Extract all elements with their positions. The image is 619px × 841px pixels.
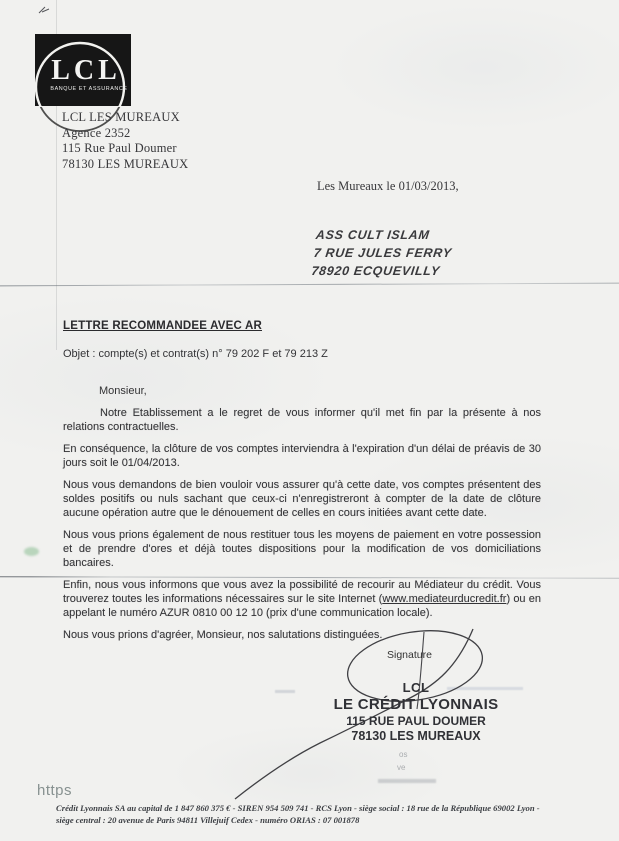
- sender-line-city: 78130 LES MUREAUX: [62, 156, 189, 171]
- recipient-city: 78920 ECQUEVILLY: [310, 264, 441, 278]
- horizontal-fold-line-top: [0, 283, 619, 287]
- paragraph-payment-means: Nous vous prions également de nous restituer tous les moyens de paiement en votre possession et de prendre d'ores et déjà toutes dispositions pour la modification de vos domiciliations bancaires.: [63, 529, 541, 569]
- mediator-text-before-link: Enfin, nous vous informons que vous avez la possibilité de recourir au Médiateur du crédit. Vous trouverez toutes les informations nécessaires sur le site Internet (: [63, 579, 541, 605]
- paragraph-closure-delay: En conséquence, la clôture de vos comptes interviendra à l'expiration d'un délai de préavis de 30 jours soit le 01/04/2013.: [63, 443, 541, 469]
- legal-footer-line-2: siège central : 20 avenue de Paris 94811 Villejuif Cedex - numéro ORIAS : 07 001878: [56, 815, 360, 825]
- scan-artifact-faint-text: os: [399, 750, 408, 759]
- recipient-street: 7 RUE JULES FERRY: [312, 246, 453, 260]
- logo-brand-text: LCL: [51, 55, 121, 86]
- scan-artifact-green-smudge: [24, 547, 39, 556]
- sender-line-street: 115 Rue Paul Doumer: [62, 141, 177, 155]
- https-watermark-text: https: [37, 782, 73, 799]
- recipient-address-block: [310, 226, 455, 280]
- recipient-name: ASS CULT ISLAM: [315, 228, 431, 242]
- mediator-website-link: www.mediateurducredit.fr: [382, 593, 507, 605]
- subject-line: Objet : compte(s) et contrat(s) n° 79 202 F et 79 213 Z: [63, 348, 328, 360]
- signatory-city: 78130 LES MUREAUX: [351, 729, 481, 743]
- sender-line-agency-number: Agence 2352: [62, 125, 131, 140]
- mediator-text-after-link: ) ou en appelant le numéro AZUR 0810 00 12 10 (prix d'une communication locale).: [63, 593, 541, 619]
- signatory-street: 115 RUE PAUL DOUMER: [346, 714, 486, 728]
- signature-caption: Signature: [387, 649, 432, 661]
- sender-address-block: [62, 110, 188, 172]
- scan-artifact-faint-text: ve: [397, 763, 406, 772]
- signatory-bank-name: LE CRÉDIT LYONNAIS: [333, 696, 499, 713]
- letter-date-line: Les Mureaux le 01/03/2013,: [317, 179, 459, 193]
- signatory-block: [306, 679, 526, 744]
- legal-footer-line-1: Crédit Lyonnais SA au capital de 1 847 860 375 € - SIREN 954 509 741 - RCS Lyon - siège social : 18 rue de la République 69002 Lyon -: [56, 803, 540, 813]
- paragraph-termination-notice: Notre Etablissement a le regret de vous informer qu'il met fin par la présente à nos relations contractuelles.: [63, 407, 541, 433]
- logo-tagline-text: BANQUE ET ASSURANCE: [50, 86, 128, 92]
- sender-line-agency-name: LCL LES MUREAUX: [62, 110, 180, 124]
- closing-formula: Nous vous prions d'agréer, Monsieur, nos salutations distinguées.: [63, 629, 383, 641]
- signatory-brand: LCL: [402, 680, 430, 695]
- paragraph-account-balance: Nous vous demandons de bien vouloir vous assurer qu'à cette date, vos comptes présentent des soldes positifs ou nuls sachant que ceux-ci n'enregistreront à compter de la date de clôture aucune opération autre que le dénouement de celles en cours initiées avant cette date.: [63, 479, 541, 519]
- salutation: Monsieur,: [99, 385, 147, 397]
- registered-letter-heading: LETTRE RECOMMANDEE AVEC AR: [63, 320, 262, 332]
- scan-artifact-corner-squiggle: [38, 5, 52, 15]
